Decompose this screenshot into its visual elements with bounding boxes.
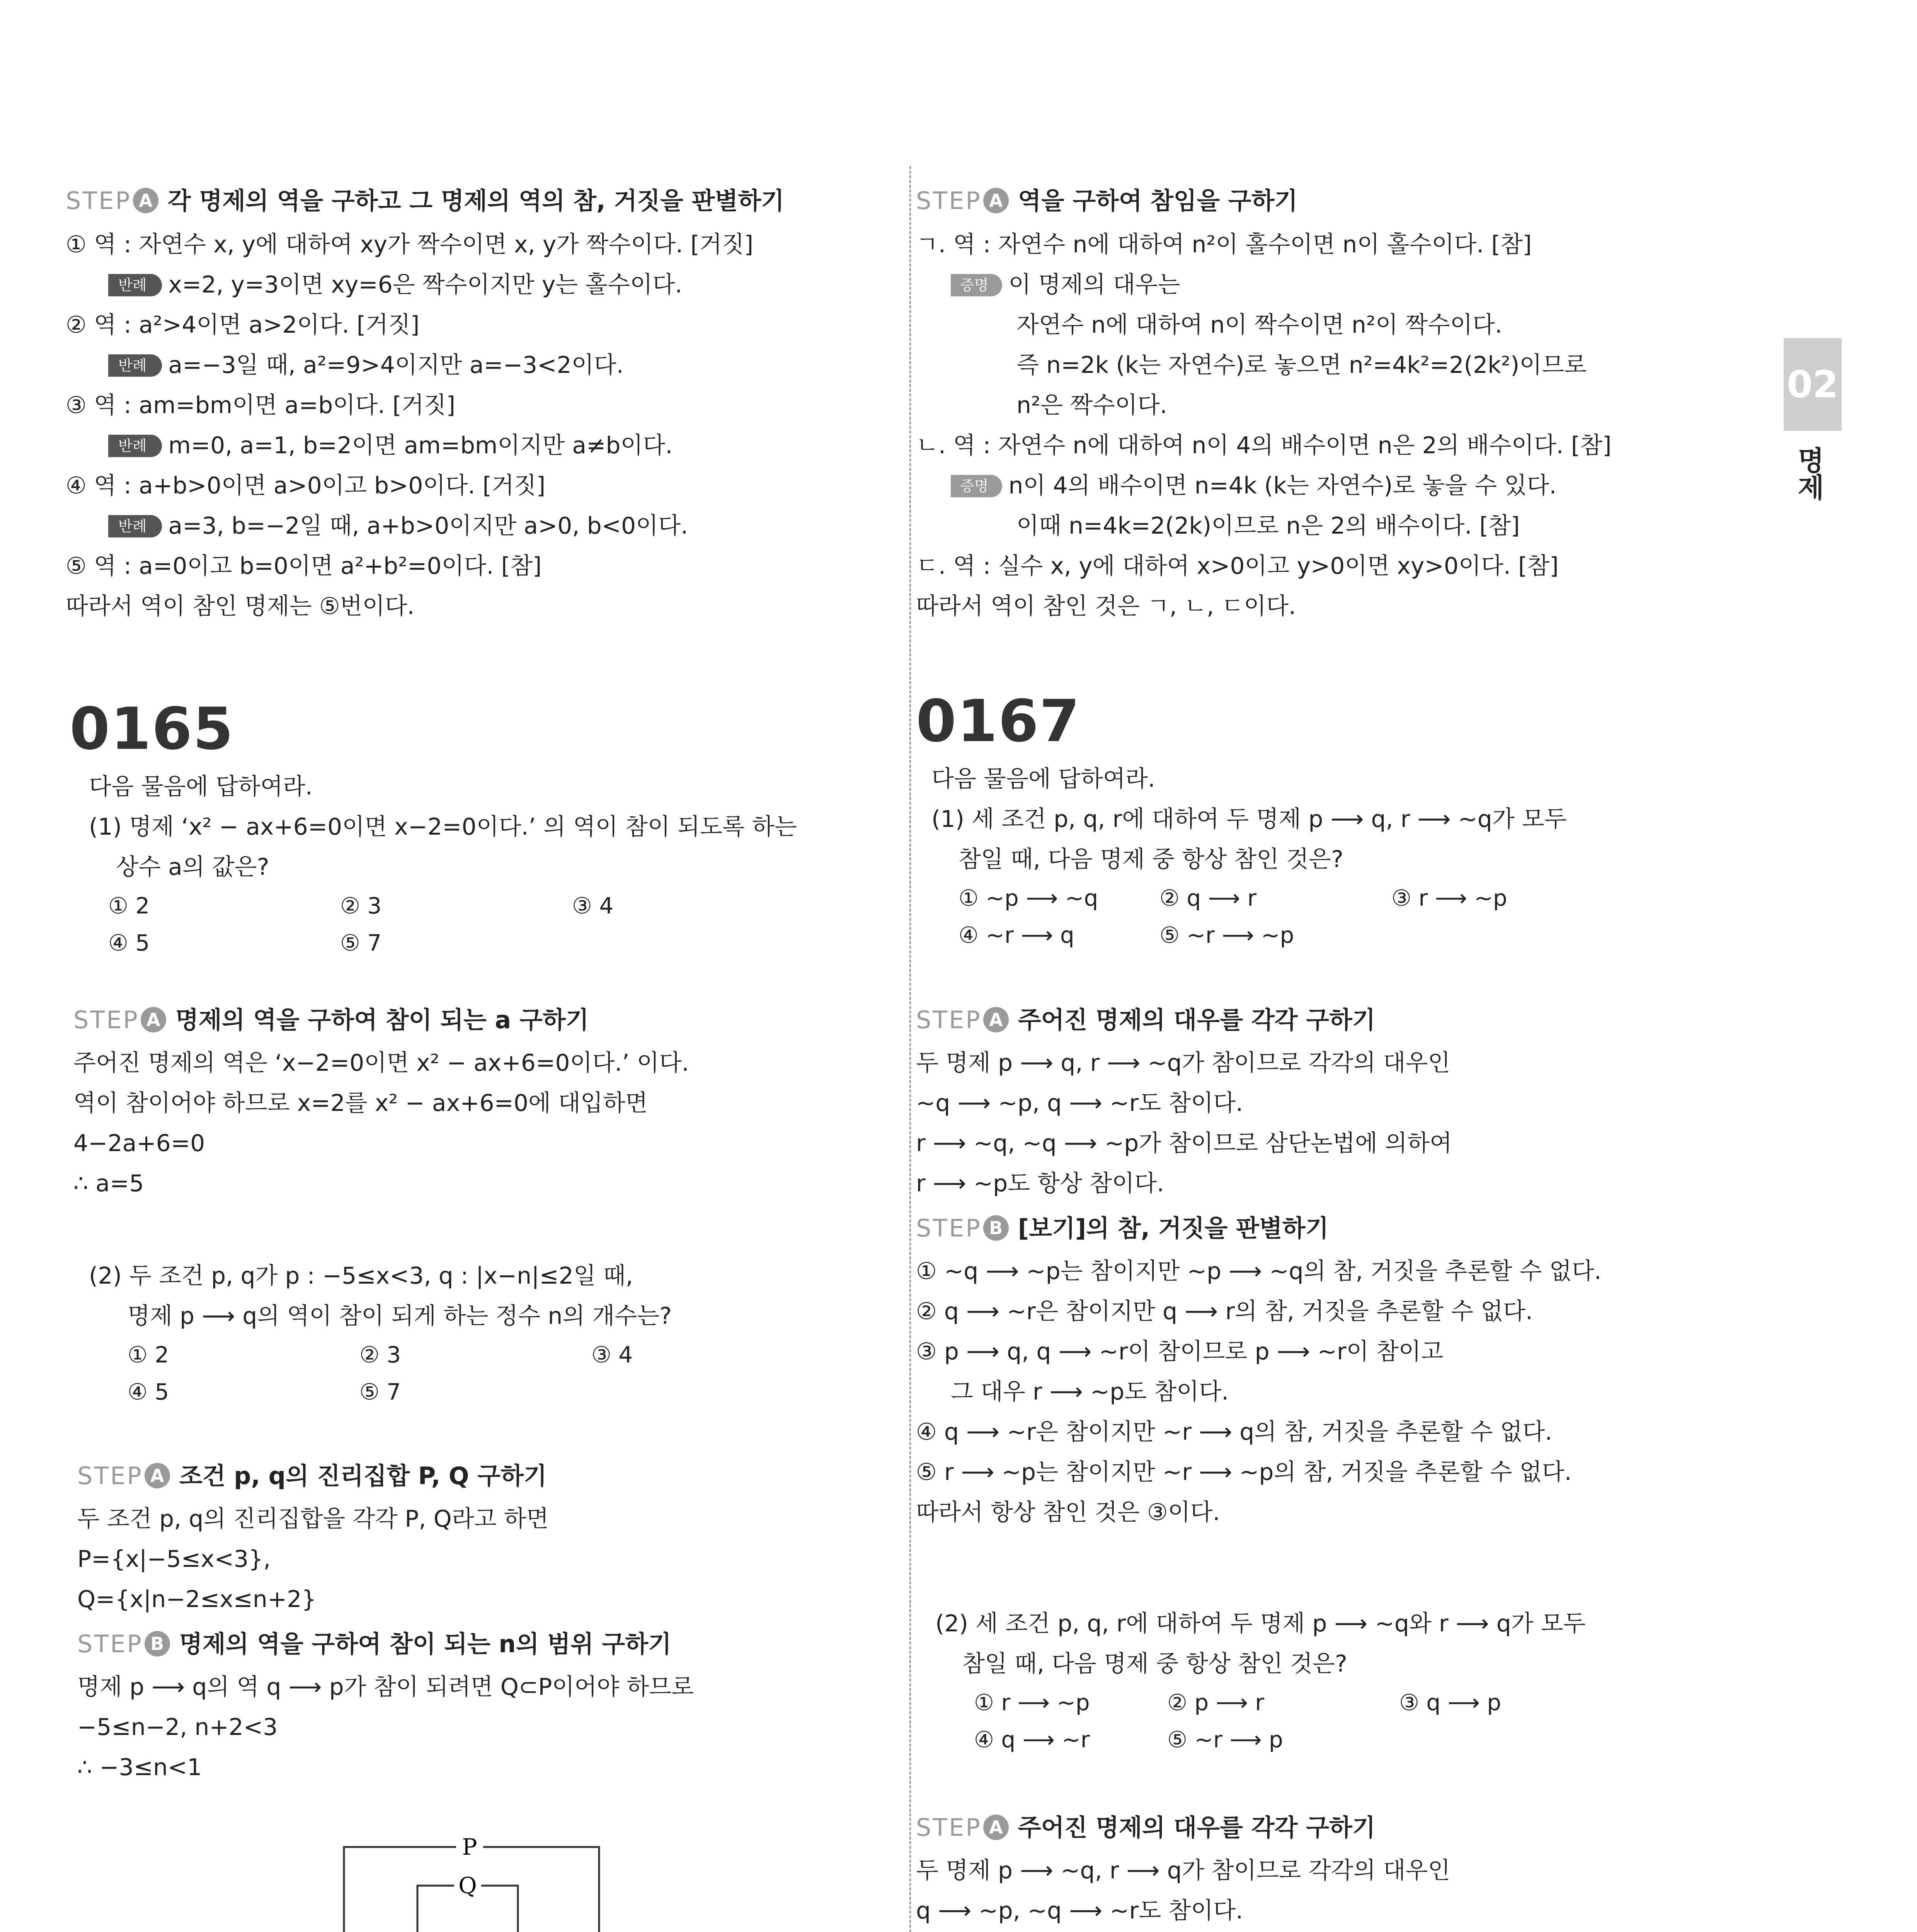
step-title: 각 명제의 역을 구하고 그 명제의 역의 참, 거짓을 판별하기 xyxy=(167,187,785,215)
solution-line: −5≤n−2, n+2<3 xyxy=(77,1714,278,1741)
step-word: STEP xyxy=(73,1006,139,1034)
counterexample-text: a=3, b=−2일 때, a+b>0이지만 a>0, b<0이다. xyxy=(168,512,688,539)
choice: ① 2 xyxy=(128,1342,169,1368)
problem-part1: (1) 명제 ‘x² − ax+6=0이면 x−2=0이다.’ 의 역이 참이 되도록 하는 xyxy=(89,813,797,840)
solution-line: ② 역 : a²>4이면 a>2이다. [거짓] xyxy=(66,311,420,338)
solution-line: 따라서 항상 참인 것은 ③이다. xyxy=(916,1499,1220,1526)
problem-0167-part2 xyxy=(935,1604,1766,1758)
chapter-label: 명제 xyxy=(1793,446,1825,500)
solution-line: 따라서 역이 참인 것은 ㄱ, ㄴ, ㄷ이다. xyxy=(916,593,1296,620)
solution-line: ㄱ. 역 : 자연수 n에 대하여 n²이 홀수이면 n이 홀수이다. [참] xyxy=(916,231,1532,258)
solution-line: ∴ a=5 xyxy=(73,1170,144,1197)
problem-number: 0165 xyxy=(70,696,234,763)
counterexample-tag: 반례 xyxy=(108,274,162,296)
solution-line: 역이 참이어야 하므로 x=2를 x² − ax+6=0에 대입하면 xyxy=(73,1090,648,1117)
solution-line: ∴ −3≤n<1 xyxy=(77,1754,202,1781)
solution-line: r ⟶ ~p도 항상 참이다. xyxy=(916,1170,1165,1197)
answer-choices xyxy=(935,1684,1766,1758)
counterexample-tag: 반례 xyxy=(108,435,162,457)
choice: ② 3 xyxy=(359,1342,401,1368)
problem-intro: 다음 물음에 답하여라. xyxy=(931,765,1155,793)
problem-part2-cont: 명제 p ⟶ q의 역이 참이 되게 하는 정수 n의 개수는? xyxy=(128,1303,672,1330)
choice: ⑤ 7 xyxy=(340,930,382,956)
choice: ⑤ 7 xyxy=(359,1379,401,1405)
solution-0165-2 xyxy=(77,1457,908,1787)
choice: ④ 5 xyxy=(128,1379,169,1405)
solution-line: ㄷ. 역 : 실수 x, y에 대하여 x>0이고 y>0이면 xy>0이다. [참] xyxy=(916,553,1559,580)
choice: ② p ⟶ r xyxy=(1167,1689,1265,1716)
choice: ③ q ⟶ p xyxy=(1399,1689,1502,1716)
counterexample-tag: 반례 xyxy=(108,515,162,537)
solution-line: ① ~q ⟶ ~p는 참이지만 ~p ⟶ ~q의 참, 거짓을 추론할 수 없다. xyxy=(916,1258,1602,1285)
choice: ④ ~r ⟶ q xyxy=(958,922,1074,948)
solution-line: ③ 역 : am=bm이면 a=b이다. [거짓] xyxy=(66,392,456,419)
step-word: STEP xyxy=(916,187,982,215)
problem-part1-cont: 참일 때, 다음 명제 중 항상 참인 것은? xyxy=(958,846,1343,873)
step-letter: B xyxy=(983,1215,1009,1241)
solution-line: n²은 짝수이다. xyxy=(1016,392,1168,419)
choice: ① 2 xyxy=(108,893,150,919)
solution-line: ㄴ. 역 : 자연수 n에 대하여 n이 4의 배수이면 n은 2의 배수이다. [참] xyxy=(916,432,1612,459)
solution-line: q ⟶ ~p, ~q ⟶ ~r도 참이다. xyxy=(916,1897,1243,1924)
step-header xyxy=(916,1001,1766,1035)
step-header xyxy=(916,1209,1766,1243)
solution-line: 두 명제 p ⟶ ~q, r ⟶ q가 참이므로 각각의 대우인 xyxy=(916,1857,1451,1884)
solution-line: ③ p ⟶ q, q ⟶ ~r이 참이므로 p ⟶ ~r이 참이고 xyxy=(916,1338,1444,1365)
step-word: STEP xyxy=(916,1813,982,1842)
solution-line: 따라서 역이 참인 명제는 ⑤번이다. xyxy=(66,593,415,620)
solution-line: 4−2a+6=0 xyxy=(73,1130,205,1157)
answer-choices xyxy=(89,887,901,961)
step-header xyxy=(916,1808,1766,1843)
step-header xyxy=(77,1625,908,1659)
counterexample-text: m=0, a=1, b=2이면 am=bm이지만 a≠b이다. xyxy=(168,432,673,459)
solution-line: ② q ⟶ ~r은 참이지만 q ⟶ r의 참, 거짓을 추론할 수 없다. xyxy=(916,1298,1533,1325)
left-top-solution xyxy=(66,182,897,626)
step-letter: A xyxy=(983,1815,1009,1840)
problem-number: 0167 xyxy=(916,688,1081,755)
choice: ③ 4 xyxy=(591,1342,633,1368)
step-title: 주어진 명제의 대우를 각각 구하기 xyxy=(1018,1006,1376,1034)
choice: ③ 4 xyxy=(572,893,614,919)
step-letter: A xyxy=(141,1007,166,1032)
problem-0165-part2 xyxy=(89,1256,901,1410)
choice: ① ~p ⟶ ~q xyxy=(958,885,1098,911)
step-header xyxy=(77,1457,908,1491)
proof-tag: 증명 xyxy=(951,475,1002,497)
counterexample-line xyxy=(66,425,897,466)
step-letter: A xyxy=(145,1463,170,1488)
problem-part1-cont: 상수 a의 값은? xyxy=(116,854,269,881)
problem-0165 xyxy=(70,696,901,961)
column-divider xyxy=(909,166,911,1932)
right-top-solution xyxy=(916,182,1766,626)
step-word: STEP xyxy=(77,1630,143,1658)
step-letter: A xyxy=(133,188,158,213)
step-header xyxy=(73,1001,904,1035)
choice: ④ q ⟶ ~r xyxy=(974,1726,1090,1753)
answer-choices xyxy=(89,1336,901,1410)
solution-line: ① 역 : 자연수 x, y에 대하여 xy가 짝수이면 x, y가 짝수이다. [거짓] xyxy=(66,231,754,258)
choice: ① r ⟶ ~p xyxy=(974,1689,1090,1716)
label-P: P xyxy=(462,1834,477,1860)
step-header xyxy=(66,182,897,216)
step-title: 역을 구하여 참임을 구하기 xyxy=(1018,187,1298,215)
answer-choices xyxy=(931,879,1766,954)
counterexample-line xyxy=(66,506,897,546)
solution-line: ~q ⟶ ~p, q ⟶ ~r도 참이다. xyxy=(916,1090,1243,1117)
solution-line: ④ q ⟶ ~r은 참이지만 ~r ⟶ q의 참, 거짓을 추론할 수 없다. xyxy=(916,1418,1553,1446)
step-word: STEP xyxy=(916,1006,982,1034)
choice: ⑤ ~r ⟶ p xyxy=(1167,1726,1283,1753)
step-title: 명제의 역을 구하여 참이 되는 n의 범위 구하기 xyxy=(179,1630,672,1658)
choice: ② q ⟶ r xyxy=(1159,885,1257,911)
proof-line xyxy=(916,466,1766,506)
problem-part2: (2) 세 조건 p, q, r에 대하여 두 명제 p ⟶ ~q와 r ⟶ q가 모두 xyxy=(935,1610,1586,1637)
solution-line: ④ 역 : a+b>0이면 a>0이고 b>0이다. [거짓] xyxy=(66,472,546,499)
solution-line: r ⟶ ~q, ~q ⟶ ~p가 참이므로 삼단논법에 의하여 xyxy=(916,1130,1452,1157)
solution-0167-2 xyxy=(916,1808,1766,1932)
chapter-number-tab: 02 xyxy=(1784,338,1842,431)
counterexample-text: a=−3일 때, a²=9>4이지만 a=−3<2이다. xyxy=(168,352,624,379)
choice: ④ 5 xyxy=(108,930,150,956)
solution-line: 즉 n=2k (k는 자연수)로 놓으면 n²=4k²=2(2k²)이므로 xyxy=(1016,352,1587,379)
choice: ⑤ ~r ⟶ ~p xyxy=(1159,922,1294,948)
solution-line: ⑤ 역 : a=0이고 b=0이면 a²+b²=0이다. [참] xyxy=(66,553,542,580)
problem-part2-cont: 참일 때, 다음 명제 중 항상 참인 것은? xyxy=(962,1650,1347,1677)
solution-line: P={x|−5≤x<3}, xyxy=(77,1546,271,1573)
step-letter: A xyxy=(983,188,1009,213)
step-header xyxy=(916,182,1766,216)
step-title: 명제의 역을 구하여 참이 되는 a 구하기 xyxy=(175,1006,589,1034)
problem-intro: 다음 물음에 답하여라. xyxy=(89,773,313,800)
solution-line: 명제 p ⟶ q의 역 q ⟶ p가 참이 되려면 Q⊂P이어야 하므로 xyxy=(77,1673,694,1701)
step-word: STEP xyxy=(77,1462,143,1490)
step-letter: B xyxy=(145,1631,170,1656)
step-word: STEP xyxy=(916,1214,982,1242)
proof-text: n이 4의 배수이면 n=4k (k는 자연수)로 놓을 수 있다. xyxy=(1008,472,1557,499)
counterexample-text: x=2, y=3이면 xy=6은 짝수이지만 y는 홀수이다. xyxy=(168,271,683,298)
problem-0167 xyxy=(916,688,1766,954)
solution-0167-1 xyxy=(916,1001,1766,1532)
solution-line: 자연수 n에 대하여 n이 짝수이면 n²이 짝수이다. xyxy=(1016,311,1502,338)
step-letter: A xyxy=(983,1007,1009,1032)
choice: ③ r ⟶ ~p xyxy=(1391,885,1507,911)
solution-line: 두 명제 p ⟶ q, r ⟶ ~q가 참이므로 각각의 대우인 xyxy=(916,1049,1451,1077)
step-title: [보기]의 참, 거짓을 판별하기 xyxy=(1018,1214,1329,1242)
solution-0165-1 xyxy=(73,1001,904,1204)
proof-line xyxy=(916,265,1766,305)
solution-line: ⑤ r ⟶ ~p는 참이지만 ~r ⟶ ~p의 참, 거짓을 추론할 수 없다. xyxy=(916,1459,1572,1486)
choice: ② 3 xyxy=(340,893,382,919)
step-title: 주어진 명제의 대우를 각각 구하기 xyxy=(1018,1813,1376,1842)
counterexample-tag: 반례 xyxy=(108,354,162,377)
step-title: 조건 p, q의 진리집합 P, Q 구하기 xyxy=(179,1462,547,1490)
solution-line: 주어진 명제의 역은 ‘x−2=0이면 x² − ax+6=0이다.’ 이다. xyxy=(73,1049,689,1077)
solution-line: 이때 n=4k=2(2k)이므로 n은 2의 배수이다. [참] xyxy=(1016,512,1520,539)
label-Q: Q xyxy=(458,1872,477,1899)
solution-line: 두 조건 p, q의 진리집합을 각각 P, Q라고 하면 xyxy=(77,1505,549,1532)
counterexample-line xyxy=(66,265,897,305)
solution-line: 그 대우 r ⟶ ~p도 참이다. xyxy=(951,1378,1229,1405)
proof-text: 이 명제의 대우는 xyxy=(1008,271,1180,298)
problem-part1: (1) 세 조건 p, q, r에 대하여 두 명제 p ⟶ q, r ⟶ ~q가 모두 xyxy=(931,806,1567,833)
proof-tag: 증명 xyxy=(951,274,1002,296)
step-word: STEP xyxy=(66,187,131,215)
problem-part2: (2) 두 조건 p, q가 p : −5≤x<3, q : |x−n|≤2일 때, xyxy=(89,1262,633,1289)
number-line-diagram xyxy=(290,1828,715,1932)
counterexample-line xyxy=(66,345,897,385)
solution-line: Q={x|n−2≤x≤n+2} xyxy=(77,1586,317,1613)
